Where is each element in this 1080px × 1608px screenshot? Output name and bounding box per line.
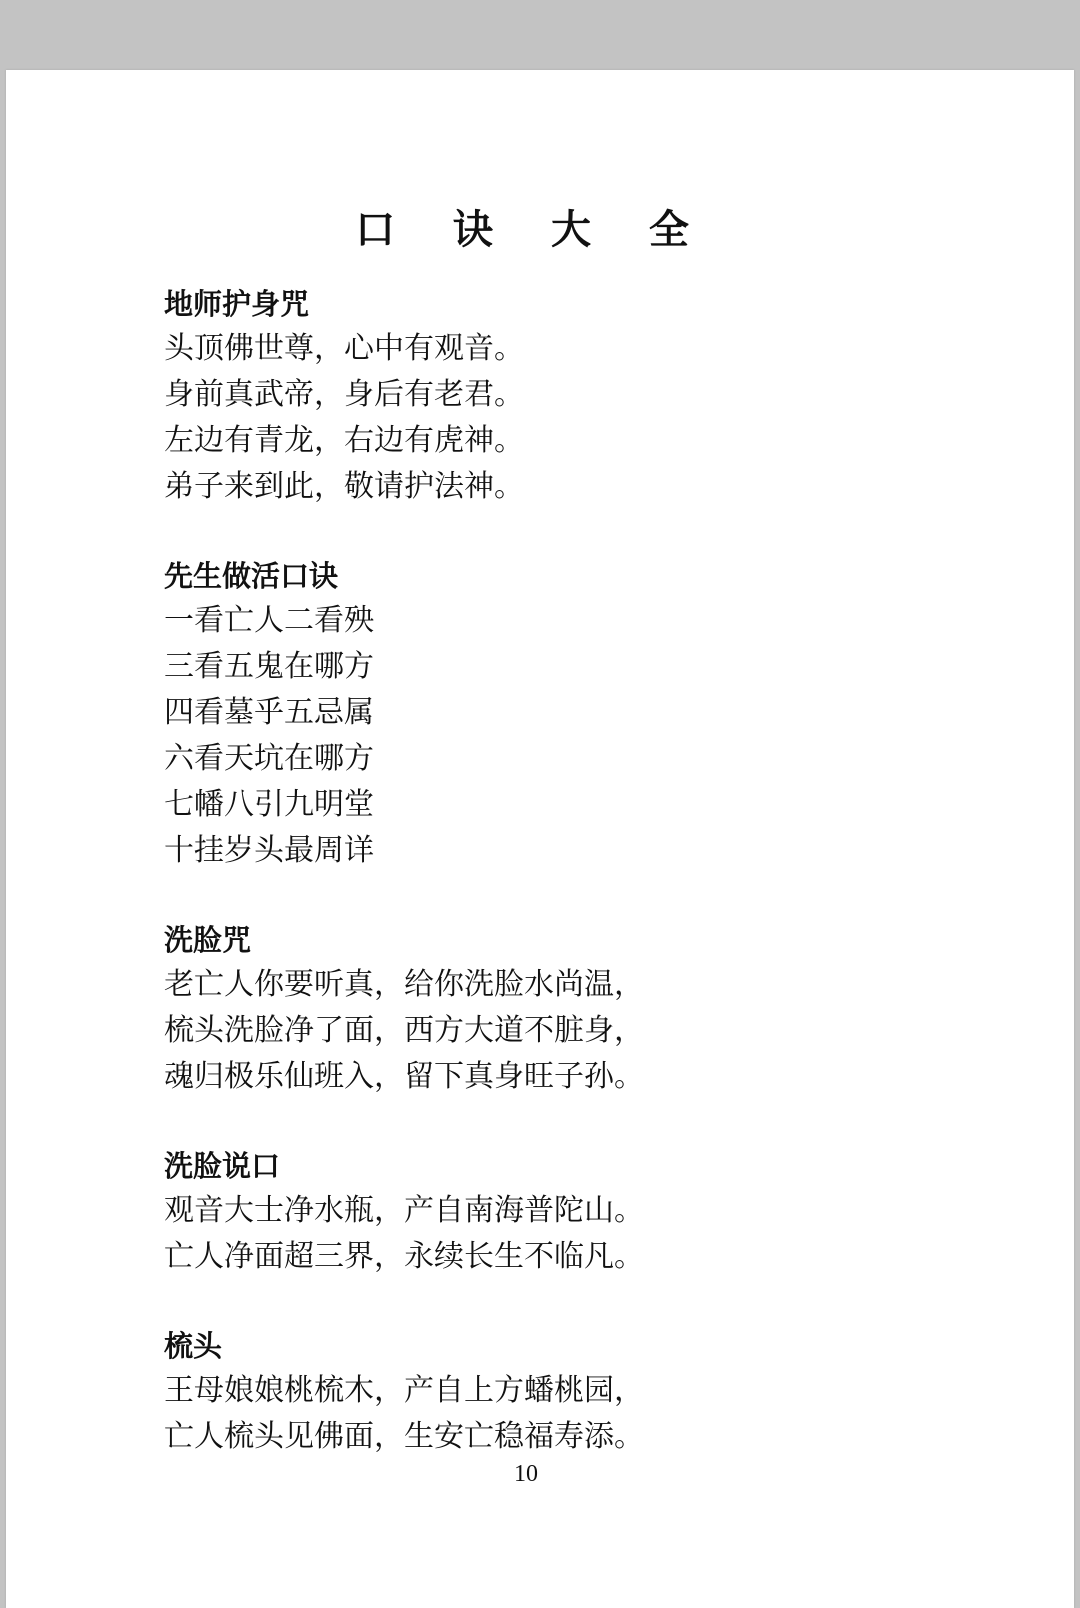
verse-line: 一看亡人二看殃 (164, 603, 374, 638)
verse-line: 王母娘娘桃梳木，产自上方蟠桃园， (164, 1373, 644, 1408)
verse-line: 头顶佛世尊，心中有观音。 (164, 331, 524, 366)
section-xiansheng-zuohuo-koujue (164, 554, 984, 874)
verse-line: 四看墓乎五忌属 (164, 695, 374, 730)
section-heading: 洗脸咒 (164, 923, 252, 957)
page-title: 口 诀 大 全 (355, 206, 711, 253)
verse-line: 亡人净面超三界，永续长生不临凡。 (164, 1239, 644, 1274)
verse-line: 七幡八引九明堂 (164, 787, 374, 822)
section-heading: 地师护身咒 (164, 287, 310, 321)
section-xilian-zhou (164, 918, 984, 1100)
verse-line: 老亡人你要听真，给你洗脸水尚温， (164, 967, 644, 1002)
verse-line: 观音大士净水瓶，产自南海普陀山。 (164, 1193, 644, 1228)
section-heading: 洗脸说口 (164, 1149, 281, 1183)
section-heading: 梳头 (164, 1329, 223, 1363)
verse-line: 三看五鬼在哪方 (164, 649, 374, 684)
verse-line: 身前真武帝，身后有老君。 (164, 377, 524, 412)
section-dishi-hushen-zhou (164, 282, 984, 510)
section-heading: 先生做活口诀 (164, 559, 339, 593)
verse-line: 亡人梳头见佛面，生安亡稳福寿添。 (164, 1419, 644, 1454)
verse-line: 魂归极乐仙班入，留下真身旺子孙。 (164, 1059, 644, 1094)
document-page (6, 70, 1074, 1608)
verse-line: 十挂岁头最周详 (164, 833, 374, 868)
verse-line: 左边有青龙，右边有虎神。 (164, 423, 524, 458)
verse-line: 六看天坑在哪方 (164, 741, 374, 776)
verse-line: 梳头洗脸净了面，西方大道不脏身， (164, 1013, 644, 1048)
section-xilian-shuokou (164, 1144, 984, 1280)
section-shutou (164, 1324, 984, 1460)
verse-line: 弟子来到此，敬请护法神。 (164, 469, 524, 504)
page-number: 10 (514, 1461, 538, 1487)
